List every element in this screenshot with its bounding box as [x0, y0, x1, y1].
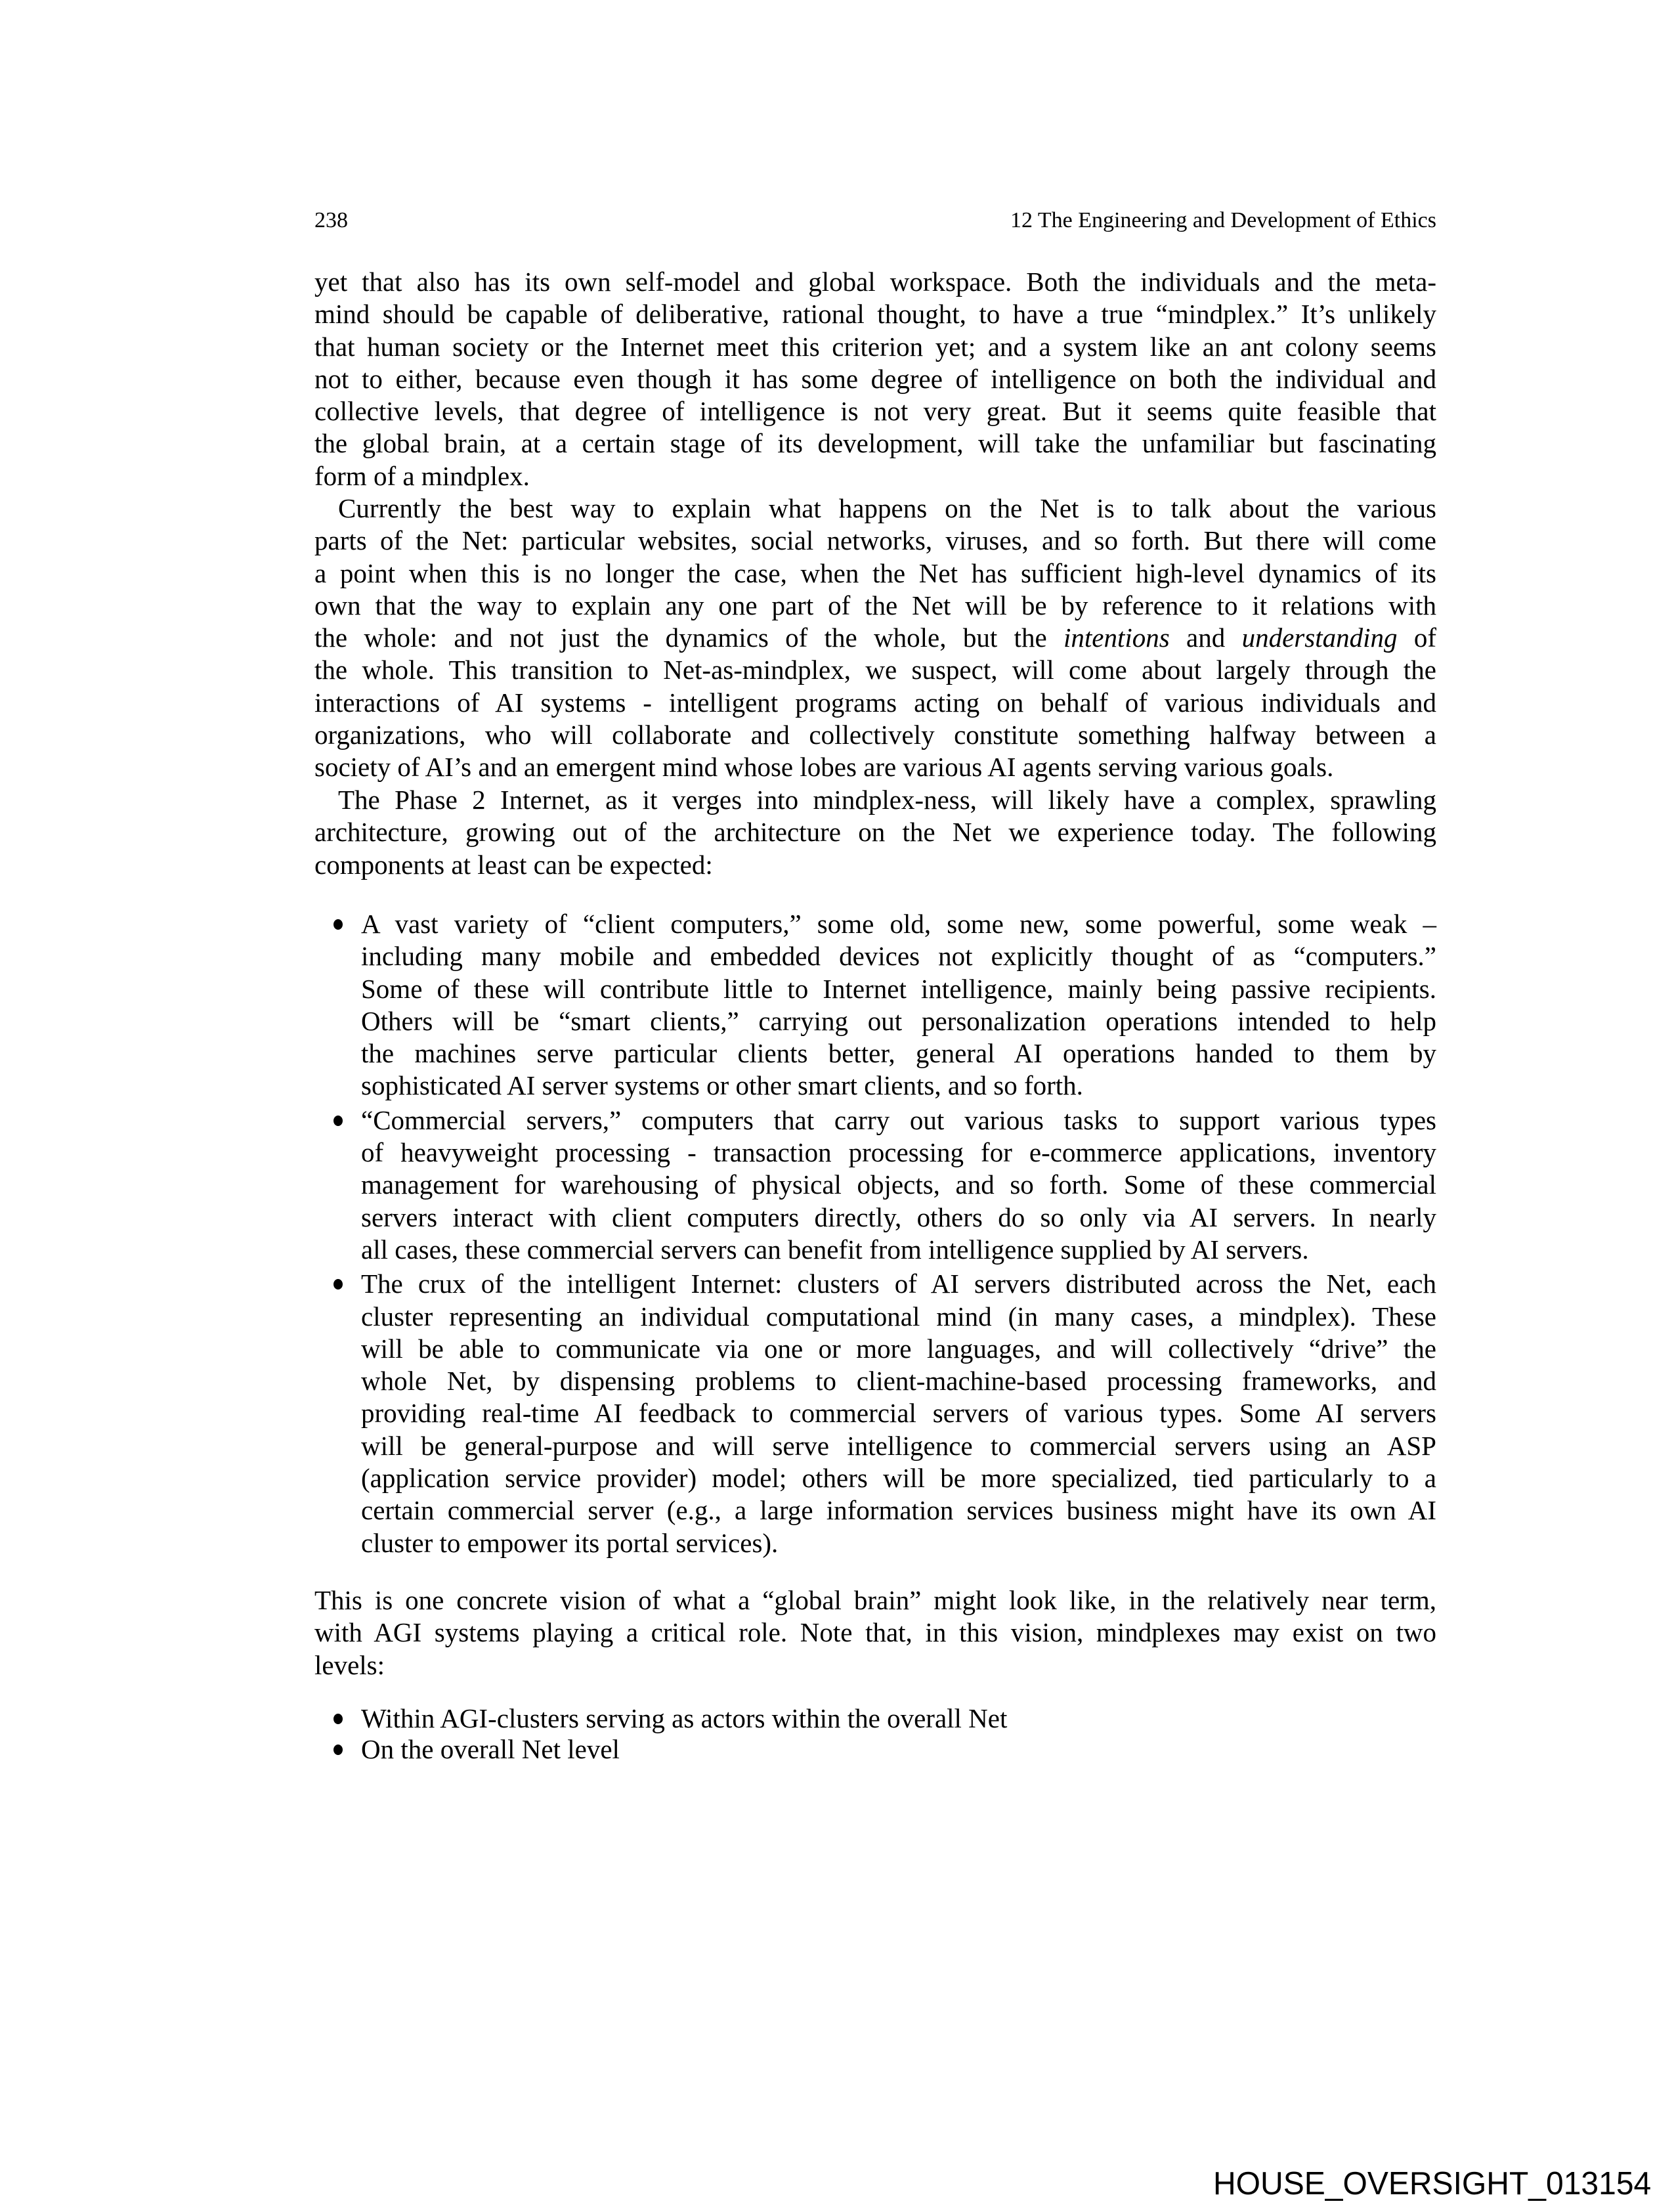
text-line: This is one concrete vision of what a “global brain” might look like, in the relatively near term,	[314, 1585, 1436, 1615]
text-line: cluster representing an individual computational mind (in many cases, a mindplex). These	[361, 1301, 1436, 1332]
list-item-overall-net	[314, 1733, 1436, 1766]
text-line: the whole. This transition to Net-as-mindplex, we suspect, will come about largely through the	[314, 655, 1436, 685]
list-item-agi-clusters	[314, 1702, 1436, 1735]
page-number: 238	[314, 208, 348, 232]
text-line: providing real-time AI feedback to commercial servers of various types. Some AI servers	[361, 1398, 1436, 1429]
text-line: yet that also has its own self-model and global workspace. Both the individuals and the meta-	[314, 267, 1436, 297]
text-line: will be able to communicate via one or more languages, and will collectively “drive” the	[361, 1333, 1436, 1364]
text-line: servers interact with client computers directly, others do so only via AI servers. In nearly	[361, 1202, 1436, 1232]
text-line: of heavyweight processing - transaction processing for e-commerce applications, inventory	[361, 1137, 1436, 1168]
text-line: levels:	[314, 1649, 385, 1680]
text-line: A vast variety of “client computers,” some old, some new, some powerful, some weak –	[361, 909, 1436, 939]
text-line: “Commercial servers,” computers that carry out various tasks to support various types	[361, 1104, 1436, 1135]
bullet-icon	[333, 1279, 343, 1290]
text-run: of	[1397, 622, 1436, 653]
text-line: interactions of AI systems - intelligent programs acting on behalf of various individuals and	[314, 687, 1436, 718]
bullet-icon	[333, 1116, 343, 1126]
text-line: collective levels, that degree of intelligence is not very great. But it seems quite feasible that	[314, 396, 1436, 427]
text-line: that human society or the Internet meet this criterion yet; and a system like an ant colony seems	[314, 331, 1436, 362]
text-line: society of AI’s and an emergent mind whose lobes are various AI agents serving various goals.	[314, 752, 1334, 783]
text-line: Some of these will contribute little to Internet intelligence, mainly being passive recipients.	[361, 973, 1436, 1004]
text-line: components at least can be expected:	[314, 849, 713, 880]
bates-stamp: HOUSE_OVERSIGHT_013154	[1213, 2166, 1652, 2201]
text-line: Within AGI-clusters serving as actors within the overall Net	[361, 1703, 1008, 1733]
text-line: mind should be capable of deliberative, rational thought, to have a true “mindplex.” It’s unlikely	[314, 299, 1436, 330]
text-line: The Phase 2 Internet, as it verges into mindplex-ness, will likely have a complex, sprawling	[338, 785, 1436, 815]
text-line: will be general-purpose and will serve intelligence to commercial servers using an ASP	[361, 1430, 1436, 1461]
text-line: not to either, because even though it has some degree of intelligence on both the individual and	[314, 363, 1436, 394]
text-line: (application service provider) model; others will be more specialized, tied particularly to a	[361, 1463, 1436, 1494]
text-line: a point when this is no longer the case, when the Net has sufficient high-level dynamics of its	[314, 557, 1436, 588]
text-line: including many mobile and embedded devices not explicitly thought of as “computers.”	[361, 941, 1436, 972]
text-line: management for warehousing of physical objects, and so forth. Some of these commercial	[361, 1169, 1436, 1200]
emphasis-understanding: understanding	[1241, 622, 1398, 653]
text-run: and	[1169, 622, 1242, 653]
text-line: organizations, who will collaborate and collectively constitute something halfway between a	[314, 720, 1436, 750]
bullet-icon	[333, 1745, 343, 1755]
paragraph-phase2-internet	[314, 784, 1436, 881]
levels-bullet-list	[314, 1702, 1436, 1766]
text-line: parts of the Net: particular websites, social networks, viruses, and so forth. But there will come	[314, 525, 1436, 556]
paragraph-mindplex-criterion	[314, 266, 1436, 492]
text-line: cluster to empower its portal services).	[361, 1527, 779, 1558]
text-line: The crux of the intelligent Internet: clusters of AI servers distributed across the Net, each	[361, 1269, 1436, 1299]
bullet-icon	[333, 919, 343, 930]
text-line: certain commercial server (e.g., a large information services business might have its own AI	[361, 1495, 1436, 1526]
text-line: whole Net, by dispensing problems to client-machine-based processing frameworks, and	[361, 1366, 1436, 1397]
emphasis-intentions: intentions	[1063, 622, 1170, 653]
text-line: architecture, growing out of the architecture on the Net we experience today. The following	[314, 817, 1436, 848]
bullet-icon	[333, 1714, 343, 1724]
text-run: the whole: and not just the dynamics of the whole, but the	[314, 622, 1063, 653]
list-item-client-computers	[314, 908, 1436, 1102]
text-line: On the overall Net level	[361, 1734, 620, 1765]
list-item-ai-server-clusters	[314, 1268, 1436, 1559]
text-line-with-emphasis	[314, 622, 1436, 654]
running-head	[314, 206, 1436, 235]
text-line: with AGI systems playing a critical role. Note that, in this vision, mindplexes may exist on two	[314, 1617, 1436, 1648]
paragraph-global-brain-vision	[314, 1584, 1436, 1681]
text-line: Currently the best way to explain what happens on the Net is to talk about the various	[338, 493, 1436, 523]
list-item-commercial-servers	[314, 1104, 1436, 1266]
components-bullet-list	[314, 908, 1436, 1559]
text-line: the global brain, at a certain stage of its development, will take the unfamiliar but fascinating	[314, 428, 1436, 459]
text-line: all cases, these commercial servers can benefit from intelligence supplied by AI servers.	[361, 1234, 1309, 1265]
text-line: form of a mindplex.	[314, 460, 530, 491]
text-line: own that the way to explain any one part of the Net will be by reference to it relations with	[314, 590, 1436, 620]
paragraph-net-as-mindplex	[314, 492, 1436, 784]
text-line: Others will be “smart clients,” carrying out personalization operations intended to help	[361, 1005, 1436, 1036]
text-line: sophisticated AI server systems or other smart clients, and so forth.	[361, 1070, 1083, 1101]
text-line: the machines serve particular clients better, general AI operations handed to them by	[361, 1038, 1436, 1069]
chapter-title: 12 The Engineering and Development of Ethics	[1010, 208, 1436, 232]
